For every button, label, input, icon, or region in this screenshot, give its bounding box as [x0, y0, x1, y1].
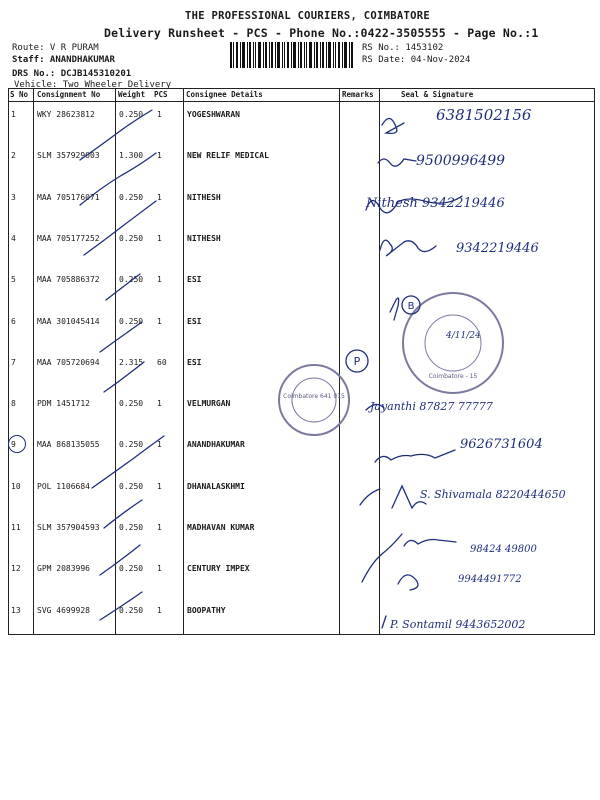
- cell-sno: 3: [11, 192, 16, 202]
- cell-weight: 0.250: [119, 233, 144, 243]
- handwriting-row-1: 6381502156: [436, 106, 532, 124]
- cell-pcs: 1: [157, 275, 162, 285]
- cell-pcs: 1: [157, 110, 162, 119]
- cell-weight: 0.250: [119, 481, 144, 491]
- cell-consignment: WKY 28623812: [37, 110, 95, 119]
- vehicle-label: Vehicle: Two Wheeler Delivery: [14, 80, 172, 90]
- col-header-seal-signature: Seal & Signature: [401, 90, 474, 99]
- cell-sno: 1: [11, 110, 16, 119]
- cell-consignment: PDM 1451712: [37, 399, 90, 409]
- cell-weight: 0.250: [119, 399, 144, 409]
- cell-consignee: VELMURGAN: [187, 399, 231, 409]
- cell-consignment: SLM 357904593: [37, 523, 100, 532]
- cell-weight: 0.250: [119, 275, 144, 285]
- cell-sno: 4: [11, 233, 16, 243]
- cell-consignment: MAA 868135055: [37, 440, 100, 450]
- svg-text:P: P: [353, 355, 361, 368]
- cell-consignment: GPM 2083996: [37, 564, 90, 574]
- circle-mark-p: [344, 348, 370, 374]
- col-header-sno: S No: [10, 90, 29, 99]
- handwriting-row-4: 9342219446: [456, 241, 539, 256]
- handwriting-row-9: 9626731604: [460, 437, 543, 452]
- cell-consignee: NITHESH: [187, 192, 221, 202]
- cell-consignment: SVG 4699928: [37, 605, 90, 615]
- cell-consignment: MAA 705176071: [37, 192, 100, 202]
- cell-pcs: 1: [157, 399, 162, 409]
- cell-consignee: MADHAVAN KUMAR: [187, 523, 255, 532]
- cell-weight: 0.250: [119, 564, 144, 574]
- rs-date: RS Date: 04-Nov-2024: [362, 55, 471, 65]
- cell-sno: 5: [11, 275, 16, 285]
- cell-weight: 2.315: [119, 357, 144, 367]
- cell-pcs: 1: [157, 151, 162, 161]
- handwriting-row-8: Jayanthi 87827 77777: [370, 400, 493, 413]
- handwriting-row-12: 9944491772: [458, 574, 522, 585]
- cell-sno: 11: [11, 523, 21, 532]
- cell-consignee: ANANDHAKUMAR: [187, 440, 245, 450]
- cell-consignee: ESI: [187, 316, 202, 326]
- handwriting-row-3: Nithesh 9342219446: [366, 196, 505, 211]
- cell-sno: 2: [11, 151, 16, 161]
- cell-consignment: MAA 301045414: [37, 316, 100, 326]
- handwriting-row-6: 4/11/24: [446, 331, 481, 341]
- handwriting-row-2: 9500996499: [416, 153, 506, 169]
- cell-sno: 6: [11, 316, 16, 326]
- cell-consignee: ESI: [187, 275, 202, 285]
- cell-sno: 7: [11, 357, 16, 367]
- cell-weight: 0.250: [119, 605, 144, 615]
- route-label: Route: V R PURAM: [12, 43, 99, 53]
- cell-weight: 0.250: [119, 316, 144, 326]
- cell-consignee: YOGESHWARAN: [187, 110, 240, 119]
- runsheet-title: Delivery Runsheet - PCS - Phone No.:0422-3505555 - Page No.:1: [104, 26, 539, 40]
- college-stamp-left: [276, 362, 352, 438]
- svg-text:B: B: [407, 301, 415, 312]
- cell-consignment: MAA 705177252: [37, 233, 100, 243]
- cell-consignee: ESI: [187, 357, 202, 367]
- staff-label: Staff: ANANDHAKUMAR: [12, 55, 115, 65]
- cell-weight: 1.300: [119, 151, 144, 161]
- cell-consignee: DHANALASKHMI: [187, 481, 245, 491]
- col-header-consignee: Consignee Details: [186, 90, 263, 99]
- cell-sno: 12: [11, 564, 21, 574]
- cell-pcs: 1: [157, 316, 162, 326]
- col-header-weight: Weight: [118, 90, 146, 99]
- cell-pcs: 1: [157, 481, 162, 491]
- cell-pcs: 1: [157, 192, 162, 202]
- col-header-consignment: Consignment No: [37, 90, 101, 99]
- cell-weight: 0.250: [119, 523, 144, 532]
- cell-weight: 0.250: [119, 440, 144, 450]
- col-header-remarks: Remarks: [342, 90, 374, 99]
- cell-sno: 8: [11, 399, 16, 409]
- drs-number: DRS No.: DCJB145310201: [12, 69, 132, 79]
- circle-mark-b: [400, 294, 422, 316]
- svg-text:Coimbatore - 15: Coimbatore - 15: [428, 373, 478, 380]
- cell-sno: 13: [11, 605, 21, 615]
- company-title: THE PROFESSIONAL COURIERS, COIMBATORE: [185, 10, 430, 22]
- cell-consignee: BOOPATHY: [187, 605, 226, 615]
- cell-consignment: POL 1106684: [37, 481, 90, 491]
- cell-pcs: 1: [157, 440, 162, 450]
- handwriting-row-13: P. Sontamil 9443652002: [390, 618, 526, 631]
- cell-consignment: MAA 705720694: [37, 357, 100, 367]
- cell-consignee: NITHESH: [187, 233, 221, 243]
- col-header-pcs: PCS: [154, 90, 168, 99]
- cell-pcs: 60: [157, 357, 167, 367]
- handwriting-row-11: 98424 49800: [470, 544, 537, 555]
- cell-consignment: SLM 357929003: [37, 151, 100, 161]
- rs-number: RS No.: 1453102: [362, 43, 444, 53]
- cell-weight: 0.250: [119, 192, 144, 202]
- cell-consignee: NEW RELIF MEDICAL: [187, 151, 269, 161]
- svg-text:Coimbatore 641 015: Coimbatore 641 015: [283, 393, 345, 400]
- cell-pcs: 1: [157, 233, 162, 243]
- cell-pcs: 1: [157, 523, 162, 532]
- cell-consignee: CENTURY IMPEX: [187, 564, 250, 574]
- cell-pcs: 1: [157, 605, 162, 615]
- cell-consignment: MAA 705886372: [37, 275, 100, 285]
- handwriting-row-10: S. Shivamala 8220444650: [420, 488, 566, 501]
- cell-pcs: 1: [157, 564, 162, 574]
- cell-weight: 0.250: [119, 110, 144, 119]
- cell-sno: 9: [11, 440, 16, 450]
- cell-sno: 10: [11, 481, 21, 491]
